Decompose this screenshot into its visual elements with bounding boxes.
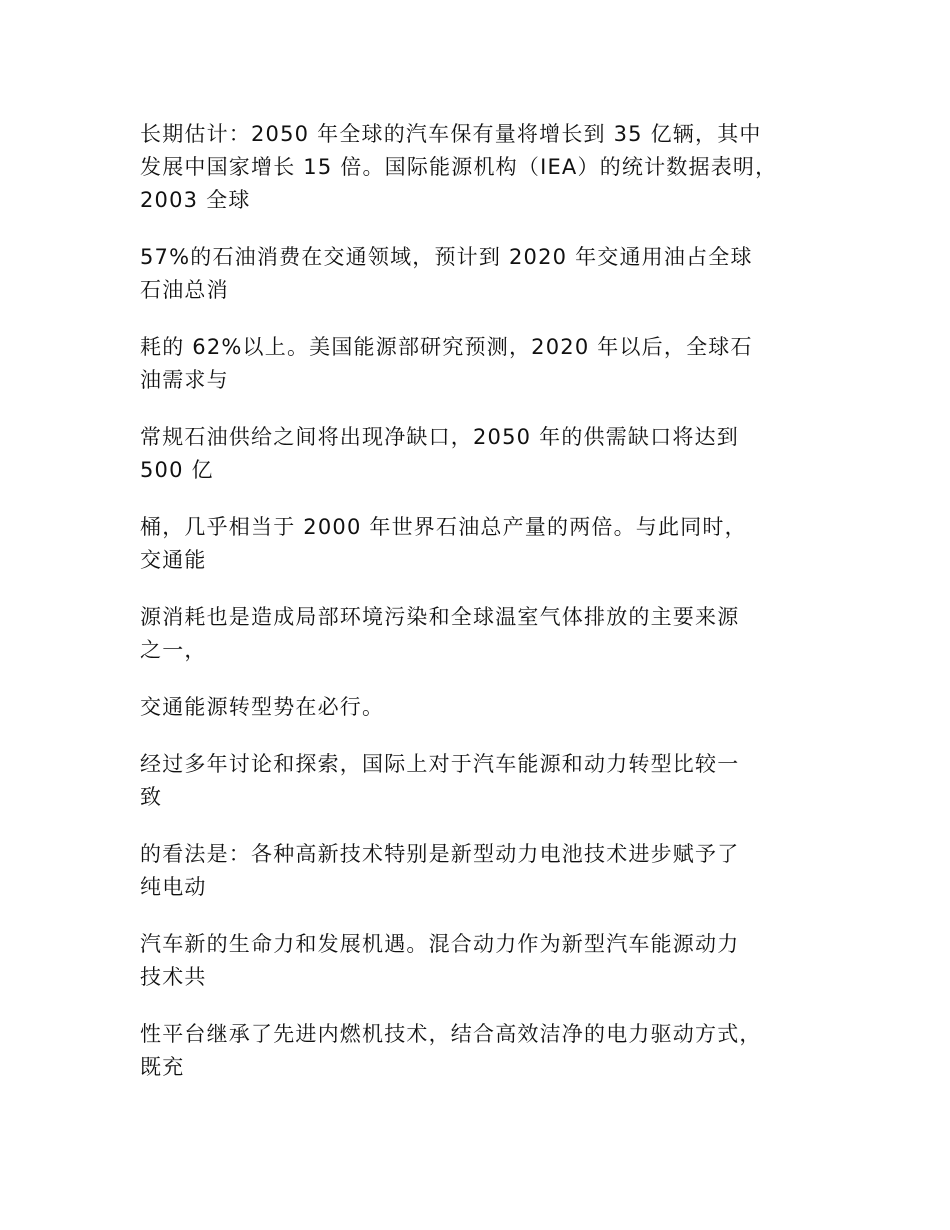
document-body xyxy=(140,118,830,1108)
paragraph xyxy=(140,691,830,724)
text-line: 技术共 xyxy=(140,965,207,989)
text-line: 之一， xyxy=(140,638,207,662)
text-line: 交通能源转型势在必行。 xyxy=(140,695,385,719)
text-line: 发展中国家增长 15 倍。国际能源机构（IEA）的统计数据表明， xyxy=(140,155,778,179)
paragraph xyxy=(140,838,830,904)
text-line: 2003 全球 xyxy=(140,188,251,212)
text-line: 经过多年讨论和探索，国际上对于汽车能源和动力转型比较一 xyxy=(140,752,740,776)
text-line: 油需求与 xyxy=(140,368,229,392)
paragraph xyxy=(140,331,830,397)
text-line: 性平台继承了先进内燃机技术，结合高效洁净的电力驱动方式， xyxy=(140,1022,762,1046)
text-line: 桶，几乎相当于 2000 年世界石油总产量的两倍。与此同时， xyxy=(140,515,747,539)
text-line: 500 亿 xyxy=(140,458,214,482)
text-line: 石油总消 xyxy=(140,278,229,302)
text-line: 致 xyxy=(140,785,163,809)
text-line: 纯电动 xyxy=(140,875,207,899)
paragraph xyxy=(140,1018,830,1084)
paragraph xyxy=(140,748,830,814)
text-line: 源消耗也是造成局部环境污染和全球温室气体排放的主要来源 xyxy=(140,605,740,629)
paragraph xyxy=(140,601,830,667)
paragraph xyxy=(140,421,830,487)
text-line: 常规石油供给之间将出现净缺口，2050 年的供需缺口将达到 xyxy=(140,425,739,449)
text-line: 既充 xyxy=(140,1055,185,1079)
paragraph xyxy=(140,118,830,217)
paragraph xyxy=(140,241,830,307)
text-line: 57%的石油消费在交通领域，预计到 2020 年交通用油占全球 xyxy=(140,245,753,269)
text-line: 长期估计：2050 年全球的汽车保有量将增长到 35 亿辆，其中 xyxy=(140,122,762,146)
text-line: 交通能 xyxy=(140,548,207,572)
paragraph xyxy=(140,928,830,994)
text-line: 汽车新的生命力和发展机遇。混合动力作为新型汽车能源动力 xyxy=(140,932,740,956)
text-line: 的看法是：各种高新技术特别是新型动力电池技术进步赋予了 xyxy=(140,842,740,866)
paragraph xyxy=(140,511,830,577)
text-line: 耗的 62%以上。美国能源部研究预测，2020 年以后，全球石 xyxy=(140,335,753,359)
